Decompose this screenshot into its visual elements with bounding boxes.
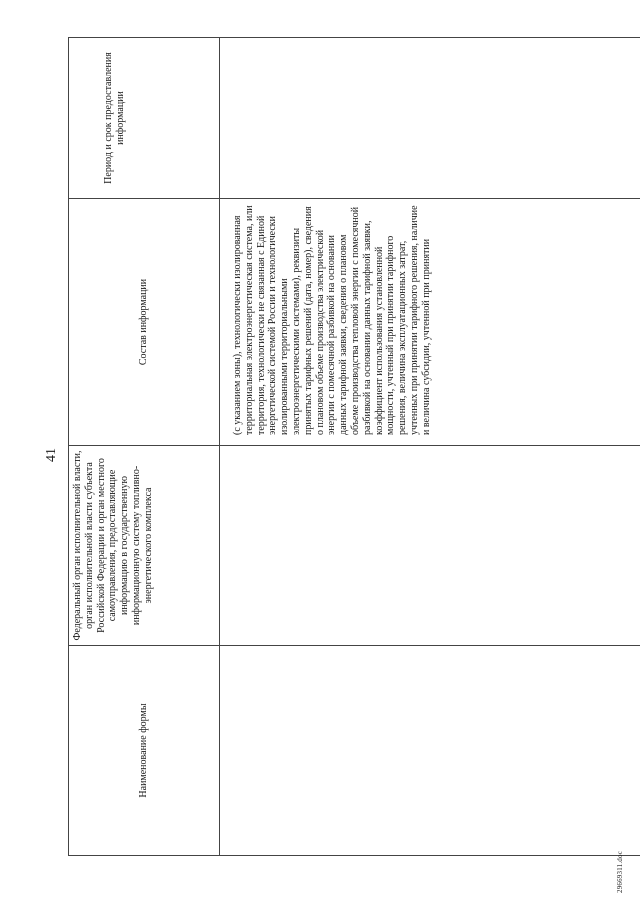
document-id: 29669311.doc: [616, 851, 624, 893]
page-number: 41: [44, 448, 59, 462]
header-period: Период и срок предоставления информации: [69, 38, 220, 199]
information-table: [68, 37, 640, 856]
cell-authority: [220, 446, 640, 646]
cell-composition: (с указанием зоны), технологически изолированная территориальная электроэнергетическая система, или территория, технологически не связанная с Единой энергетической системой России и технологически изолированными территориальными электроэнергетическими системами), реквизиты принятых тарифных решений (дата, номер), сведения о плановом объеме производства электрической энергии с помесячной разбивкой на основании данных тарифной заявки, сведения о плановом объеме производства тепловой энергии с помесячной разбивкой на основании данных тарифной заявки, коэффициент использования установленной мощности, учтенный при принятии тарифного решения, величина эксплуатационных затрат, учтенных при принятии тарифного решения, наличие и величина субсидии, учтенной при принятии: [220, 199, 640, 446]
table-row: [220, 38, 640, 856]
header-authority: Федеральный орган исполнительной власти, орган исполнительной власти субъекта Российской Федерации и орган местного самоуправления, предоставляющие информацию в государственную информационную систему топливно-энергетического комплекса: [69, 446, 220, 646]
cell-period: [220, 38, 640, 199]
table-header-row: [69, 38, 220, 856]
header-form-name: Наименование формы: [69, 646, 220, 856]
cell-form-name: [220, 646, 640, 856]
header-composition: Состав информации: [69, 199, 220, 446]
